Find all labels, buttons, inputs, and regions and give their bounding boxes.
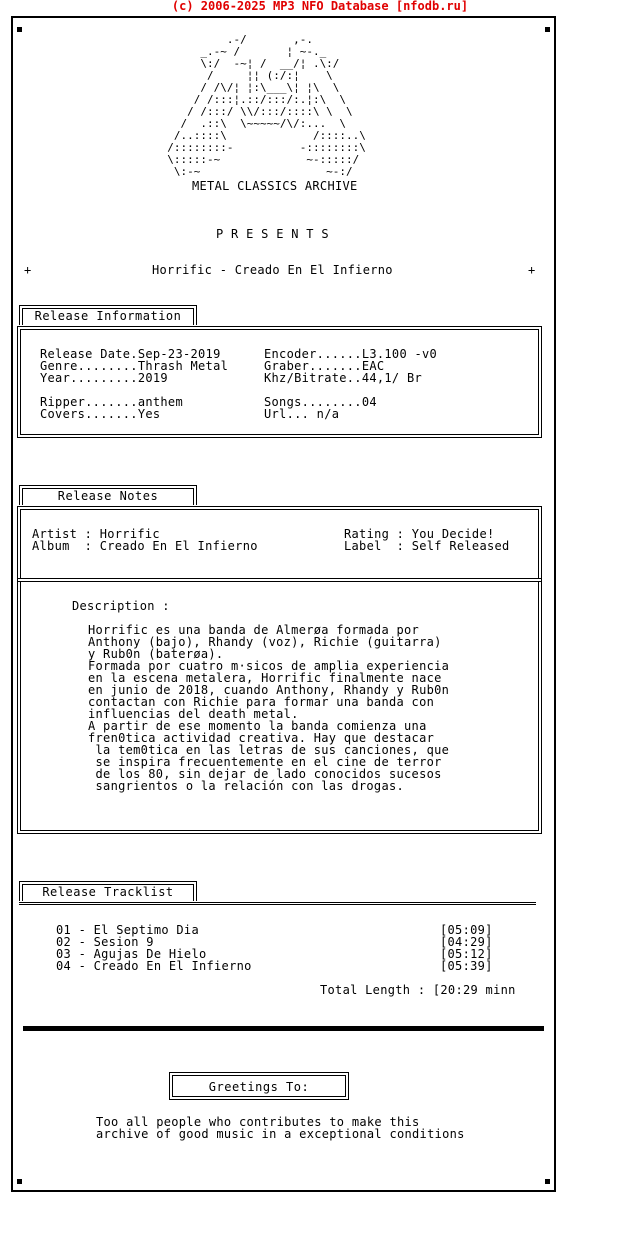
release-info-field: Url... n/a — [264, 407, 340, 421]
description-line: en junio de 2018, cuando Anthony, Rhandy y Rub0n — [88, 683, 450, 697]
release-notes-right-column — [344, 528, 510, 552]
release-info-right-column — [264, 348, 437, 420]
release-notes-field: Album : Creado En El Infierno — [32, 539, 258, 553]
release-title: Horrific - Creado En El Infierno — [152, 263, 393, 277]
release-info-field: Genre........Thrash Metal — [40, 359, 229, 373]
copyright-banner: (c) 2006-2025 MP3 NFO Database [nfodb.ru] — [171, 0, 469, 13]
description-line: de los 80, sin dejar de lado conocidos sucesos — [88, 767, 442, 781]
release-info-field: Ripper.......anthem — [40, 395, 183, 409]
track-row — [56, 960, 516, 972]
description-line: se inspira frecuentemente en el cine de terror — [88, 755, 442, 769]
release-notes-left-column — [32, 528, 258, 552]
release-info-field: Encoder......L3.100 -v0 — [264, 347, 438, 361]
greetings-box — [169, 1072, 349, 1100]
plus-left: + — [24, 263, 32, 277]
release-info-field: Songs........04 — [264, 395, 377, 409]
description-line: sangrientos o la relación con las drogas. — [88, 779, 405, 793]
release-notes-header — [19, 485, 197, 505]
plus-right: + — [528, 263, 536, 277]
presents-heading: P R E S E N T S — [216, 227, 329, 241]
section-divider — [23, 1026, 544, 1031]
greetings-header: Greetings To: — [208, 1080, 310, 1094]
greetings-line: archive of good music in a exceptional conditions — [96, 1127, 465, 1141]
description-line: en la escena metalera, Horrific finalmente nace — [88, 671, 442, 685]
release-notes-field: Artist : Horrific — [32, 527, 160, 541]
release-info-field: Year.........2019 — [40, 371, 168, 385]
track-title: 02 - Sesion 9 — [56, 935, 154, 949]
release-info-header — [19, 305, 197, 325]
track-time: [05:09] — [440, 923, 493, 937]
description-line: A partir de ese momento la banda comienza una — [88, 719, 427, 733]
release-info-field: Release Date.Sep-23-2019 — [40, 347, 221, 361]
track-title: 01 - El Septimo Dia — [56, 923, 199, 937]
description-line: contactan con Richie para formar una banda con — [88, 695, 435, 709]
corner-dot — [545, 1179, 550, 1184]
release-notes-field: Label : Self Released — [344, 539, 510, 553]
release-info-left-column — [40, 348, 228, 420]
track-list — [56, 924, 516, 984]
track-time: [04:29] — [440, 935, 493, 949]
track-time: [05:12] — [440, 947, 493, 961]
tracklist-header — [19, 881, 197, 901]
ascii-logo: .-/ ,-. _.-~ / ¦ ~-._ \:/ -~¦ / __/¦ .\:/ / ¦¦ (:/:¦ \ / /\/¦ ¦:\___\¦ ¦\ \ / /:::¦.::/:::/:.¦:\ \ / /:::/ \\/:::/::::\ \ \ / .::\ \~~~~~/\/:... \ /..::::\ /::::..\ /::::::::- -::::::::\ \:::::-~ ~-:::::/ \:-~ ~-:/ — [167, 33, 366, 178]
archive-title: METAL CLASSICS ARCHIVE — [192, 179, 358, 193]
track-title: 03 - Agujas De Hielo — [56, 947, 207, 961]
release-info-field: Covers.......Yes — [40, 407, 161, 421]
corner-dot — [17, 27, 22, 32]
total-length: Total Length : [20:29 minn — [320, 983, 516, 997]
corner-dot — [17, 1179, 22, 1184]
greetings-text — [96, 1116, 465, 1140]
description-text — [88, 624, 449, 792]
description-line: Anthony (bajo), Rhandy (voz), Richie (guitarra) — [88, 635, 442, 649]
release-info-field: Graber.......EAC — [264, 359, 385, 373]
description-line: y Rub0n (baterøa). — [88, 647, 224, 661]
description-line: Formada por cuatro m·sicos de amplia experiencia — [88, 659, 450, 673]
release-info-header-label: Release Information — [34, 309, 182, 323]
greetings-line: Too all people who contributes to make this — [96, 1115, 420, 1129]
description-line: Horrific es una banda de Almerøa formada por — [88, 623, 420, 637]
description-line: la tem0tica en las letras de sus canciones, que — [88, 743, 450, 757]
description-line: fren0tica actividad creativa. Hay que destacar — [88, 731, 435, 745]
release-notes-header-label: Release Notes — [57, 489, 159, 503]
tracklist-rule — [19, 902, 536, 905]
tracklist-header-label: Release Tracklist — [42, 885, 174, 899]
track-time: [05:39] — [440, 959, 493, 973]
corner-dot — [545, 27, 550, 32]
description-line: influencias del death metal. — [88, 707, 299, 721]
release-info-field: Khz/Bitrate..44,1/ Br — [264, 371, 423, 385]
description-label: Description : — [72, 599, 170, 613]
release-notes-field: Rating : You Decide! — [344, 527, 495, 541]
track-title: 04 - Creado En El Infierno — [56, 959, 252, 973]
